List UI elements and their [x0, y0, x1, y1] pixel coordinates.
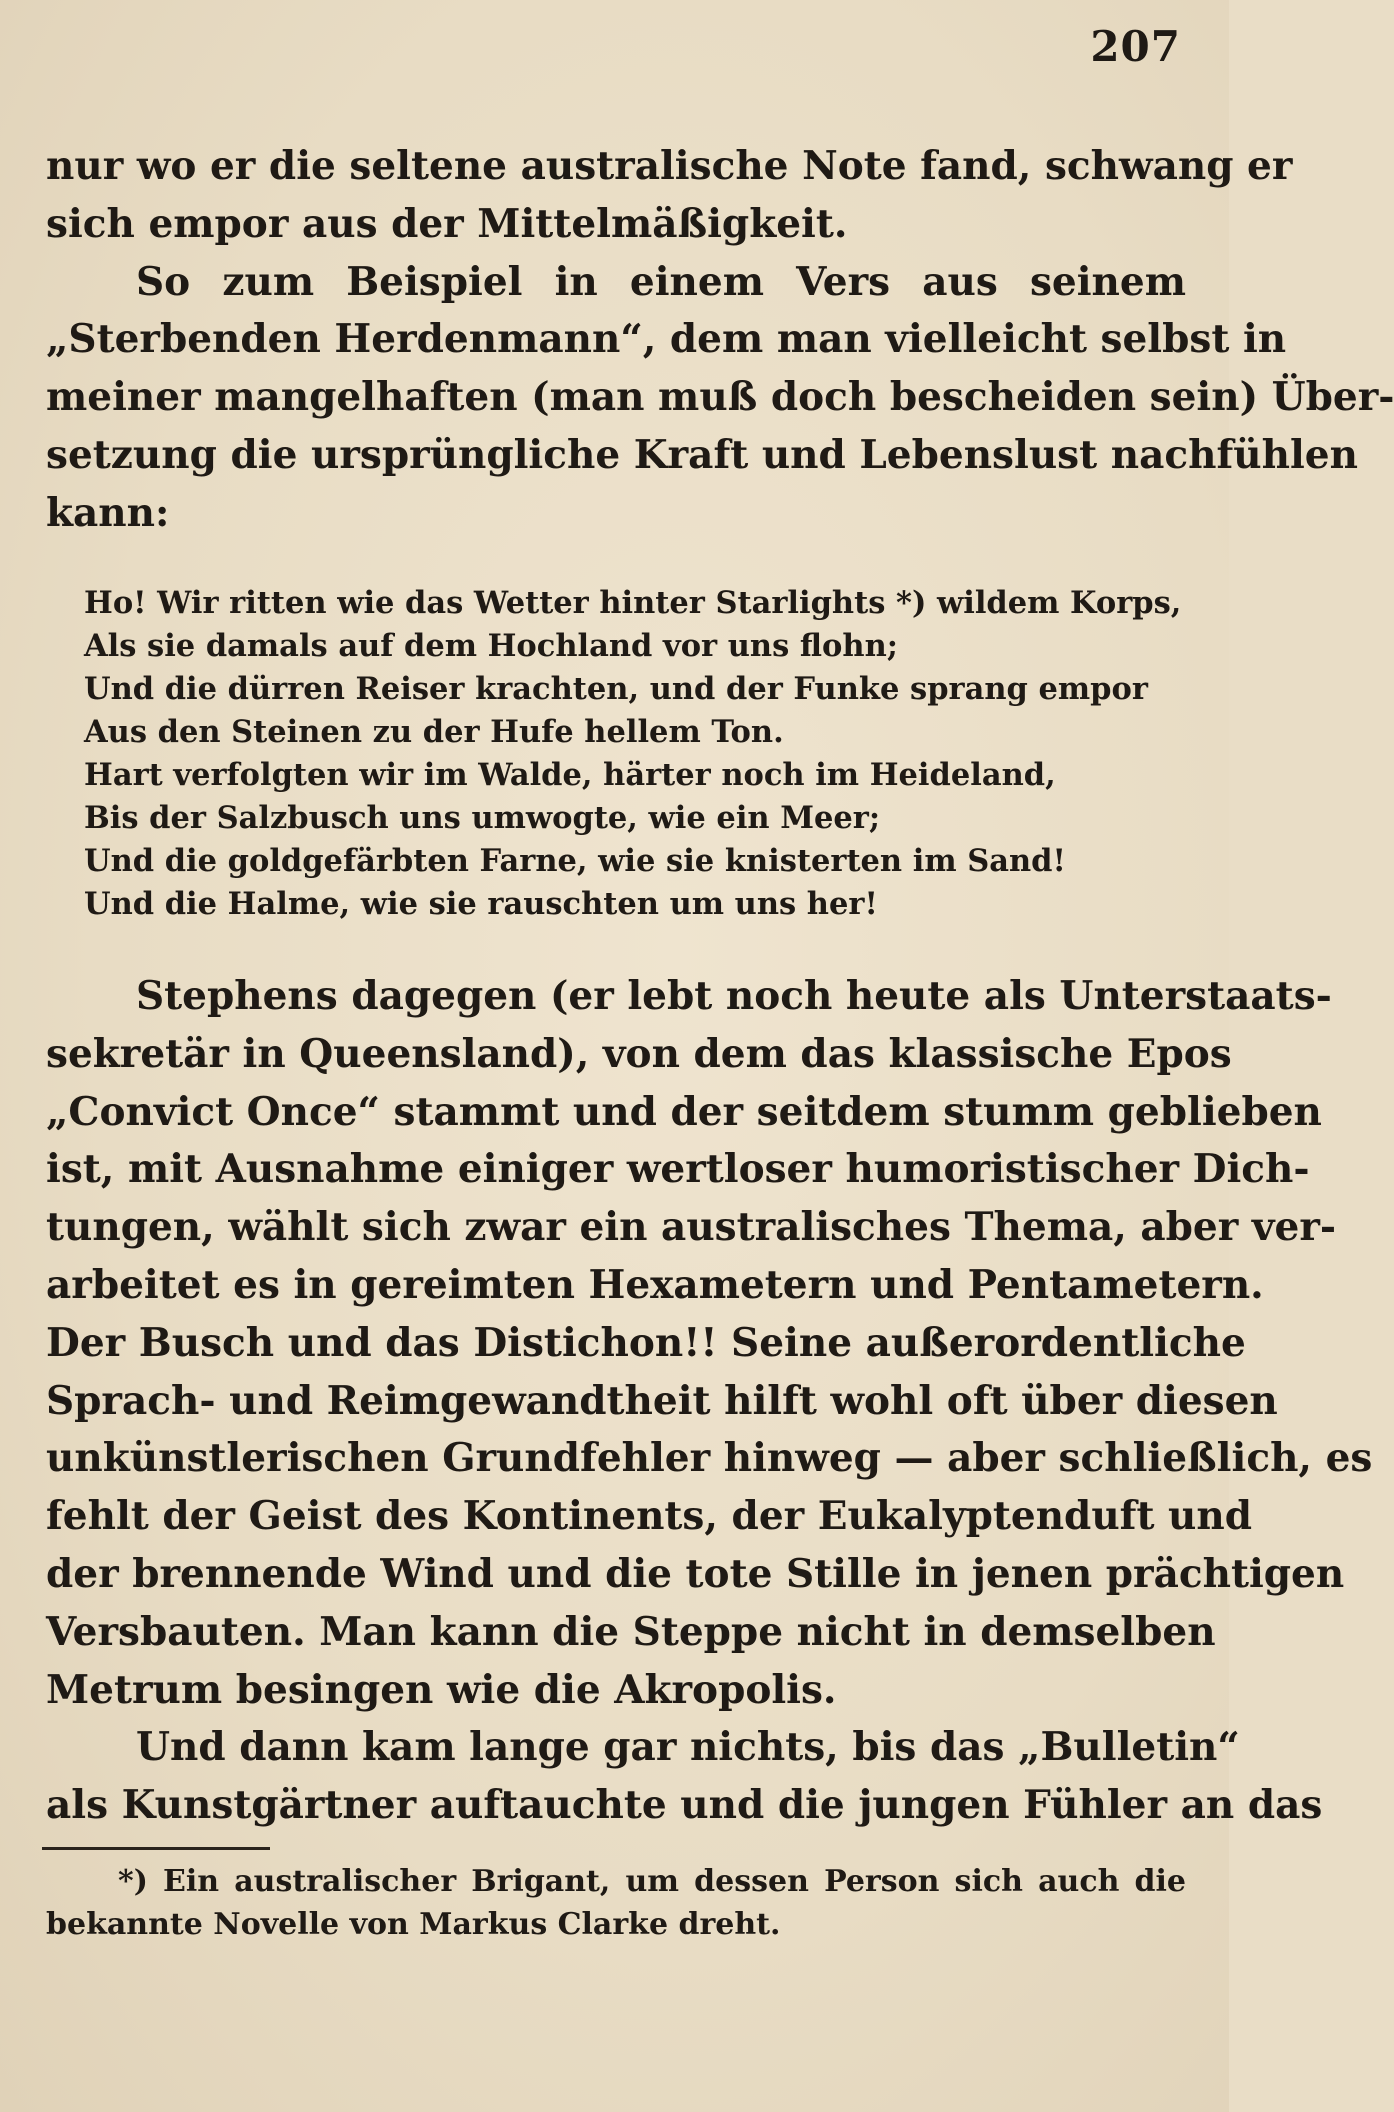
poem-quote [84, 582, 1184, 926]
text-line: nur wo er die seltene australische Note fand, schwang er [46, 143, 1293, 189]
paragraph-bulletin [46, 1719, 1323, 1835]
text-line: unkünstlerischen Grundfehler hinweg — aber schließlich, es [46, 1435, 1373, 1482]
text-line: „Convict Once“ stammt und der seitdem stumm geblieben [46, 1088, 1322, 1135]
poem-line: Und die Halme, wie sie rauschten um uns her! [84, 886, 878, 922]
footnote [46, 1860, 1186, 1946]
text-line: sekretär in Queensland), von dem das klassische Epos [46, 1030, 1232, 1077]
poem-line: Und die dürren Reiser krachten, und der Funke sprang empor [84, 671, 1148, 707]
paragraph-example-intro [46, 254, 1394, 543]
text-line: fehlt der Geist des Kontinents, der Eukalyptenduft und [46, 1493, 1253, 1540]
text-line: kann: [46, 489, 170, 536]
paragraph-continuation [46, 138, 1293, 254]
text-line: ist, mit Ausnahme einiger wertloser humoristischer Dich- [46, 1146, 1310, 1193]
text-line: Versbauten. Man kann die Steppe nicht in demselben [46, 1608, 1216, 1655]
text-line: als Kunstgärtner auftauchte und die jungen Fühler an das [46, 1781, 1323, 1828]
text-line: der brennende Wind und die tote Stille in jenen prächtigen [46, 1550, 1345, 1597]
text-line: Der Busch und das Distichon!! Seine außerordentliche [46, 1319, 1246, 1366]
page-number: 207 [1090, 22, 1181, 71]
footnote-line: *) Ein australischer Brigant, um dessen Person sich auch die [118, 1864, 1186, 1899]
text-line: So zum Beispiel in einem Vers aus seinem [136, 258, 1186, 305]
poem-line: Aus den Steinen zu der Hufe hellem Ton. [84, 714, 784, 750]
text-line: arbeitet es in gereimten Hexametern und Pentametern. [46, 1261, 1264, 1308]
poem-line: Als sie damals auf dem Hochland vor uns flohn; [84, 628, 899, 664]
footnote-divider [42, 1847, 270, 1850]
text-line: setzung die ursprüngliche Kraft und Lebenslust nachfühlen [46, 431, 1358, 478]
poem-line: Bis der Salzbusch uns umwogte, wie ein Meer; [84, 800, 881, 836]
text-line: tungen, wählt sich zwar ein australisches Thema, aber ver- [46, 1204, 1337, 1251]
text-line: „Sterbenden Herdenmann“, dem man vielleicht selbst in [46, 316, 1287, 363]
text-line: Sprach- und Reimgewandtheit hilft wohl oft über diesen [46, 1377, 1278, 1424]
text-line: Und dann kam lange gar nichts, bis das „Bulletin“ [136, 1724, 1240, 1770]
poem-line: Und die goldgefärbten Farne, wie sie knisterten im Sand! [84, 843, 1066, 879]
text-line: Metrum besingen wie die Akropolis. [46, 1666, 837, 1713]
footnote-line: bekannte Novelle von Markus Clarke dreht. [46, 1907, 781, 1942]
paragraph-stephens [46, 968, 1373, 1719]
text-line: Stephens dagegen (er lebt noch heute als Unterstaats- [136, 973, 1332, 1019]
text-line: sich empor aus der Mittelmäßigkeit. [46, 200, 848, 247]
text-line: meiner mangelhaften (man muß doch bescheiden sein) Über- [46, 374, 1394, 421]
poem-line: Ho! Wir ritten wie das Wetter hinter Starlights *) wildem Korps, [84, 585, 1182, 621]
poem-line: Hart verfolgten wir im Walde, härter noch im Heideland, [84, 757, 1056, 793]
